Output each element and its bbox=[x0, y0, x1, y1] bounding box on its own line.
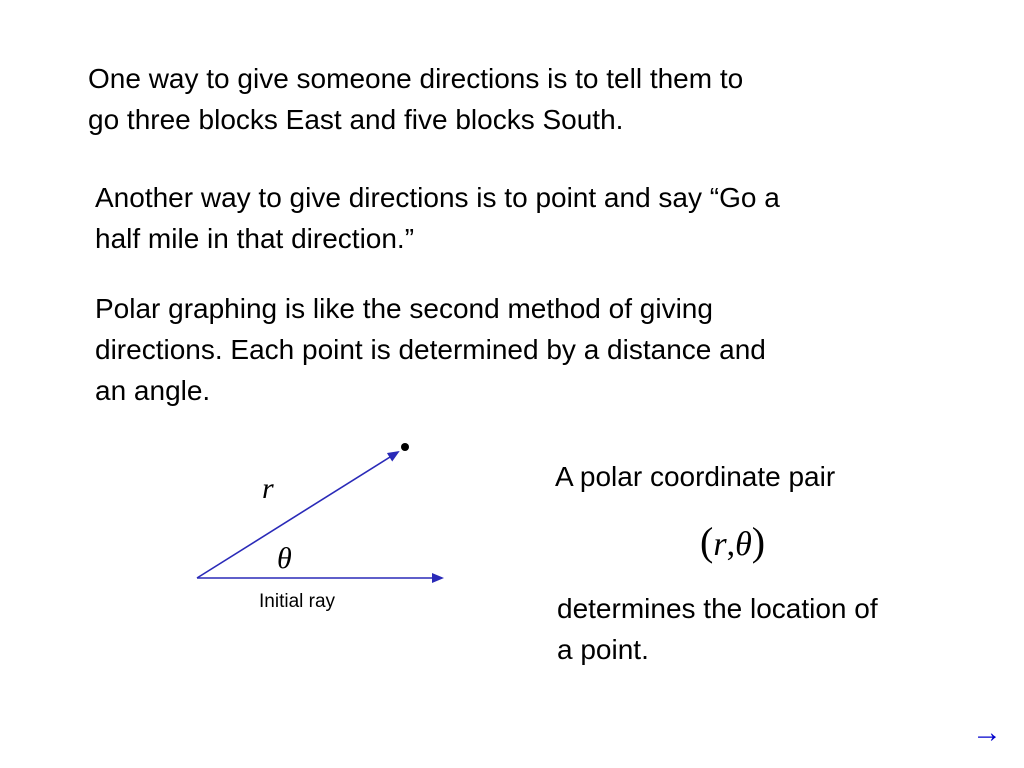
initial-ray-label: Initial ray bbox=[259, 591, 336, 612]
close-paren: ) bbox=[751, 519, 766, 564]
text-line: One way to give someone directions is to tell them to bbox=[88, 63, 744, 94]
text-line: directions. Each point is determined by a distance and bbox=[95, 334, 766, 365]
text-line: Another way to give directions is to point and say “Go a bbox=[95, 182, 780, 213]
polar-pair-notation bbox=[700, 518, 765, 565]
polar-pair-caption: A polar coordinate pair bbox=[555, 461, 836, 492]
text-line: a point. bbox=[557, 634, 649, 665]
angle-label: θ bbox=[277, 542, 292, 575]
text-line: go three blocks East and five blocks South. bbox=[88, 104, 624, 135]
text-line: half mile in that direction.” bbox=[95, 223, 415, 254]
polar-pair-description bbox=[557, 588, 878, 670]
paragraph-directions-pointing bbox=[95, 177, 780, 259]
open-paren: ( bbox=[700, 519, 714, 564]
text-line: an angle. bbox=[95, 375, 211, 406]
notation-theta: θ bbox=[735, 526, 752, 563]
paragraph-directions-blocks bbox=[88, 58, 743, 140]
paragraph-polar-graphing bbox=[95, 288, 766, 411]
text-line: determines the location of bbox=[557, 593, 878, 624]
radius-label: r bbox=[262, 472, 274, 505]
notation-r: r bbox=[713, 526, 727, 563]
text-line: Polar graphing is like the second method of giving bbox=[95, 293, 713, 324]
polar-point bbox=[401, 443, 409, 451]
notation-comma: , bbox=[726, 526, 736, 563]
next-slide-arrow-icon[interactable]: → bbox=[972, 716, 1002, 749]
radius-vector bbox=[197, 452, 398, 578]
